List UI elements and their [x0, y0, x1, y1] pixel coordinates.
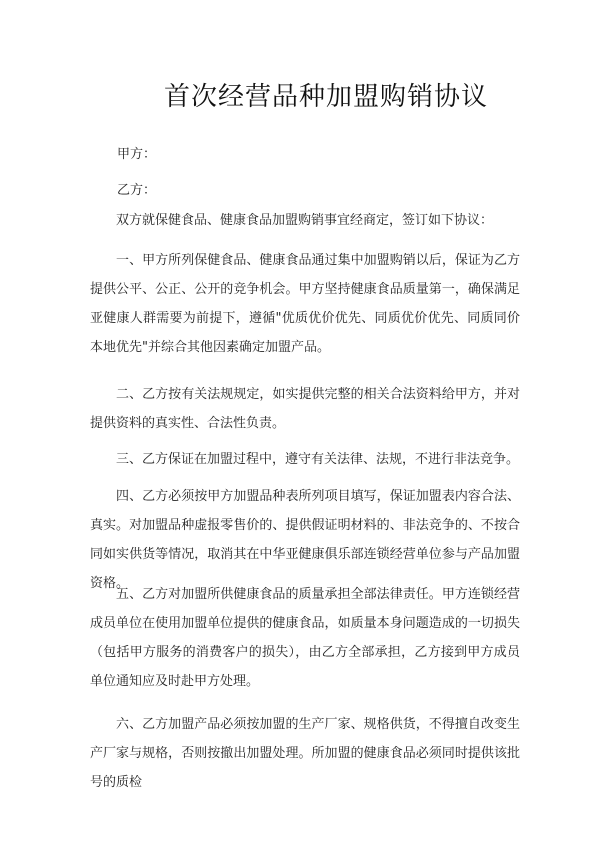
clause-3-text: 三、乙方保证在加盟过程中，遵守有关法律、法规，不进行非法竞争。	[116, 452, 520, 467]
clause-5-text: 五、乙方对加盟所供健康食品的质量承担全部法律责任。甲方连锁经营成员单位在使用加盟单位提供的健康食品，如质量本身问题造成的一切损失（包括甲方服务的消费客户的损失），由乙方全部承担，乙方接到甲方成员单位通知应及时赴甲方处理。	[90, 587, 520, 689]
document-title: 首次经营品种加盟购销协议	[163, 82, 488, 112]
clause-5	[90, 580, 520, 696]
clause-3	[90, 445, 520, 474]
clause-2-text: 二、乙方按有关法规规定，如实提供完整的相关合法资料给甲方，并对提供资料的真实性、合法性负责。	[90, 387, 520, 431]
party-b-label: 乙方：	[117, 183, 157, 198]
intro-text: 双方就保健食品、健康食品加盟购销事宜经商定，签订如下协议：	[116, 213, 494, 228]
party-a-label: 甲方：	[117, 147, 157, 162]
clause-6	[90, 710, 520, 797]
clause-6-text: 六、乙方加盟产品必须按加盟的生产厂家、规格供货，不得擅自改变生产厂家与规格，否则按撤出加盟处理。所加盟的健康食品必须同时提供该批号的质检	[90, 717, 520, 790]
intro-paragraph	[90, 206, 520, 235]
clause-1-text: 一、甲方所列保健食品、健康食品通过集中加盟购销以后，保证为乙方提供公平、公正、公开的竞争机会。甲方坚持健康食品质量第一，确保满足亚健康人群需要为前提下，遵循"优质优价优先、同质优价优先、同质同价本地优先"并综合其他因素确定加盟产品。	[90, 253, 520, 355]
clause-4-text: 四、乙方必须按甲方加盟品种表所列项目填写，保证加盟表内容合法、真实。对加盟品种虚报零售价的、提供假证明材料的、非法竞争的、不按合同如实供货等情况，取消其在中华亚健康俱乐部连锁经营单位参与产品加盟资格。	[90, 489, 520, 591]
clause-2	[90, 380, 520, 438]
clause-1	[90, 246, 520, 362]
